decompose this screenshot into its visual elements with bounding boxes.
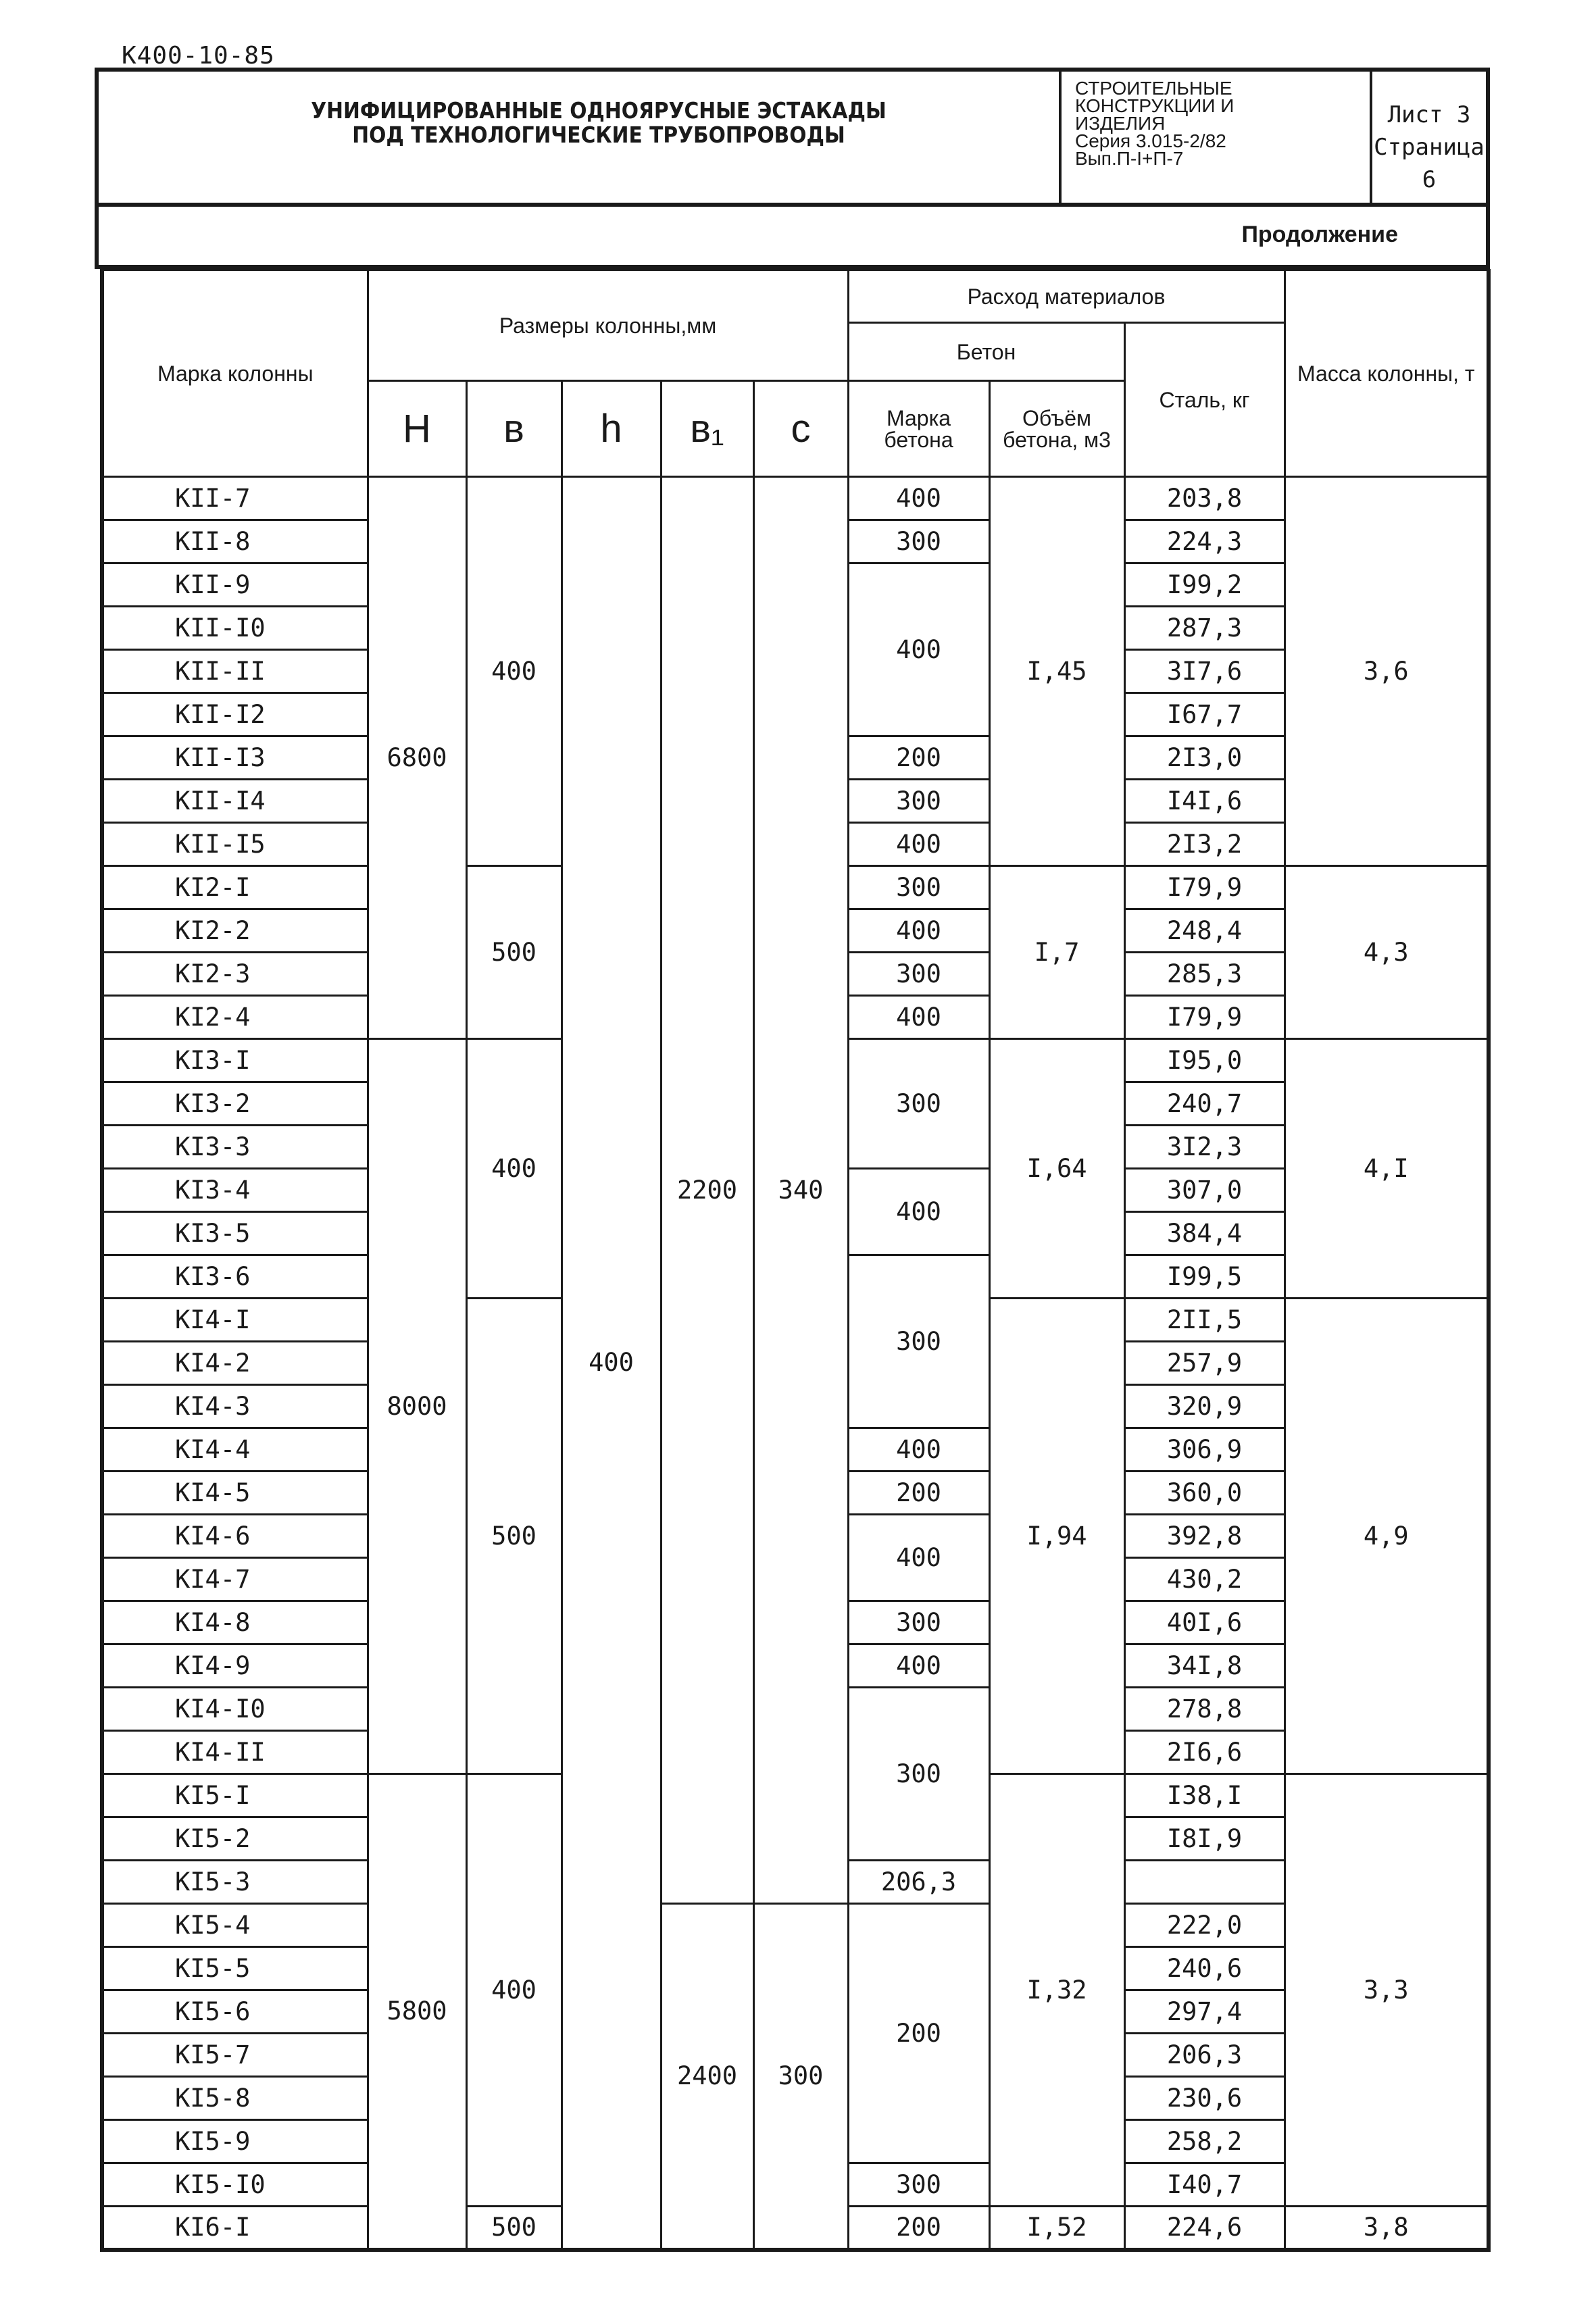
- row-mark: KI4-5: [102, 1472, 368, 1515]
- header-H: H: [368, 381, 466, 477]
- page-number: Страница 6: [1374, 134, 1485, 193]
- series-line: КОНСТРУКЦИИ И: [1075, 95, 1235, 116]
- series-line: Серия 3.015-2/82: [1075, 130, 1226, 151]
- steel-cell: 34I,8: [1124, 1644, 1285, 1688]
- concrete-volume-cell: I,94: [989, 1299, 1124, 1774]
- steel-cell: 384,4: [1124, 1212, 1285, 1255]
- steel-cell: I79,9: [1124, 996, 1285, 1039]
- concrete-grade-cell: 200: [848, 1904, 989, 2163]
- row-mark: KI5-5: [102, 1947, 368, 1990]
- concrete-volume-cell: I,32: [989, 1774, 1124, 2207]
- h-value-cell: 6800: [368, 477, 466, 1039]
- concrete-grade-cell: 400: [848, 477, 989, 520]
- concrete-grade-cell: 300: [848, 953, 989, 996]
- mass-cell: 3,8: [1285, 2207, 1489, 2250]
- row-mark: KII-8: [102, 520, 368, 563]
- title-stamp: [95, 68, 1490, 207]
- mass-cell: 3,3: [1285, 1774, 1489, 2207]
- c-value-cell: 340: [753, 477, 848, 1904]
- row-mark: KI4-6: [102, 1515, 368, 1558]
- row-mark: KII-I0: [102, 607, 368, 650]
- header-mass: Масса колонны, т: [1285, 270, 1489, 477]
- row-mark: KI3-6: [102, 1255, 368, 1299]
- concrete-grade-cell: 400: [848, 1644, 989, 1688]
- row-mark: KI4-9: [102, 1644, 368, 1688]
- mass-cell: 3,6: [1285, 477, 1489, 866]
- concrete-volume-cell: I,64: [989, 1039, 1124, 1299]
- stamp-sheet-cell: [1372, 72, 1486, 203]
- row-mark: KI3-3: [102, 1126, 368, 1169]
- steel-cell: 248,4: [1124, 909, 1285, 953]
- steel-cell: 297,4: [1124, 1990, 1285, 2034]
- c-value-cell: 300: [753, 1904, 848, 2250]
- row-mark: KI5-6: [102, 1990, 368, 2034]
- concrete-grade-cell: 300: [848, 520, 989, 563]
- concrete-grade-cell: 400: [848, 823, 989, 866]
- steel-cell: 258,2: [1124, 2120, 1285, 2163]
- concrete-grade-cell: 400: [848, 1428, 989, 1472]
- row-mark: KI4-II: [102, 1731, 368, 1774]
- concrete-grade-cell: 400: [848, 1169, 989, 1255]
- steel-cell: I95,0: [1124, 1039, 1285, 1082]
- row-mark: KI2-2: [102, 909, 368, 953]
- stamp-title-line: ПОД ТЕХНОЛОГИЧЕСКИЕ ТРУБОПРОВОДЫ: [352, 122, 845, 148]
- row-mark: KI4-I: [102, 1299, 368, 1342]
- steel-cell: 2II,5: [1124, 1299, 1285, 1342]
- row-mark: KI5-2: [102, 1817, 368, 1861]
- row-mark: KI5-3: [102, 1861, 368, 1904]
- row-mark: KI5-9: [102, 2120, 368, 2163]
- concrete-grade-cell: 200: [848, 1472, 989, 1515]
- concrete-grade-cell: 200: [848, 2207, 989, 2250]
- series-line: Вып.П-I+П-7: [1075, 148, 1184, 169]
- b1-value-cell: 2400: [661, 1904, 753, 2250]
- concrete-grade-cell: 300: [848, 866, 989, 909]
- sheet-number: Лист 3: [1387, 101, 1471, 128]
- steel-cell: 203,8: [1124, 477, 1285, 520]
- row-mark: KII-I5: [102, 823, 368, 866]
- b1-value-cell: 2200: [661, 477, 753, 1904]
- row-mark: KI5-I0: [102, 2163, 368, 2207]
- steel-cell: 240,6: [1124, 1947, 1285, 1990]
- continuation-band: [95, 207, 1490, 269]
- header-concrete-volume: Объём бетона, м3: [989, 381, 1124, 477]
- steel-cell: 2I3,2: [1124, 823, 1285, 866]
- stamp-title-cell: [99, 72, 1062, 203]
- series-line: СТРОИТЕЛЬНЫЕ: [1075, 78, 1232, 99]
- b-value-cell: 500: [466, 866, 562, 1039]
- steel-cell: I4I,6: [1124, 780, 1285, 823]
- row-mark: KI5-7: [102, 2034, 368, 2077]
- steel-cell: 206,3: [848, 1861, 989, 1904]
- header-c: c: [753, 381, 848, 477]
- steel-cell: I99,5: [1124, 1255, 1285, 1299]
- steel-cell: 257,9: [1124, 1342, 1285, 1385]
- row-mark: KII-I3: [102, 736, 368, 780]
- steel-cell: I40,7: [1124, 2163, 1285, 2207]
- steel-cell: 430,2: [1124, 1558, 1285, 1601]
- steel-cell: 392,8: [1124, 1515, 1285, 1558]
- steel-cell: 224,6: [1124, 2207, 1285, 2250]
- steel-cell: 222,0: [1124, 1904, 1285, 1947]
- header-materials: Расход материалов: [848, 270, 1285, 323]
- row-mark: KI2-I: [102, 866, 368, 909]
- concrete-volume-cell: I,45: [989, 477, 1124, 866]
- b-value-cell: 400: [466, 1039, 562, 1299]
- concrete-grade-cell: 300: [848, 1039, 989, 1169]
- header-dimensions: Размеры колонны,мм: [368, 270, 848, 381]
- stamp-title-line: УНИФИЦИРОВАННЫЕ ОДНОЯРУСНЫЕ ЭСТАКАДЫ: [311, 97, 887, 124]
- row-mark: KI2-3: [102, 953, 368, 996]
- mass-cell: 4,3: [1285, 866, 1489, 1039]
- row-mark: KI5-4: [102, 1904, 368, 1947]
- steel-cell: I99,2: [1124, 563, 1285, 607]
- concrete-grade-cell: 400: [848, 563, 989, 736]
- row-mark: KI6-I: [102, 2207, 368, 2250]
- document-code: К400-10-85: [122, 42, 275, 70]
- steel-cell: 3I7,6: [1124, 650, 1285, 693]
- concrete-grade-cell: 400: [848, 1515, 989, 1601]
- concrete-grade-cell: 300: [848, 780, 989, 823]
- row-mark: KI5-8: [102, 2077, 368, 2120]
- steel-cell: 206,3: [1124, 2034, 1285, 2077]
- row-mark: KI4-I0: [102, 1688, 368, 1731]
- row-mark: KII-I4: [102, 780, 368, 823]
- concrete-grade-cell: 300: [848, 1255, 989, 1428]
- b-value-cell: 500: [466, 2207, 562, 2250]
- row-mark: KI3-I: [102, 1039, 368, 1082]
- b-value-cell: 400: [466, 1774, 562, 2207]
- steel-cell: 287,3: [1124, 607, 1285, 650]
- steel-cell: I79,9: [1124, 866, 1285, 909]
- header-mark: Марка колонны: [102, 270, 368, 477]
- sheet-block: [1372, 99, 1486, 196]
- steel-cell: 230,6: [1124, 2077, 1285, 2120]
- steel-cell: 306,9: [1124, 1428, 1285, 1472]
- header-h: h: [562, 381, 661, 477]
- row-mark: KII-I2: [102, 693, 368, 736]
- header-concrete: Бетон: [848, 323, 1124, 381]
- steel-cell: 278,8: [1124, 1688, 1285, 1731]
- steel-cell: 3I2,3: [1124, 1126, 1285, 1169]
- header-concrete-grade: Марка бетона: [848, 381, 989, 477]
- steel-cell: 285,3: [1124, 953, 1285, 996]
- stamp-title: [227, 99, 970, 147]
- row-mark: KI5-I: [102, 1774, 368, 1817]
- b-value-cell: 400: [466, 477, 562, 866]
- steel-cell: 40I,6: [1124, 1601, 1285, 1644]
- steel-cell: 320,9: [1124, 1385, 1285, 1428]
- concrete-volume-cell: I,52: [989, 2207, 1124, 2250]
- concrete-grade-cell: 400: [848, 996, 989, 1039]
- steel-cell: I67,7: [1124, 693, 1285, 736]
- continuation-label: Продолжение: [1241, 222, 1398, 247]
- section-h-cell: 400: [562, 477, 661, 2250]
- header-b: в: [466, 381, 562, 477]
- concrete-volume-cell: I,7: [989, 866, 1124, 1039]
- steel-cell: 2I6,6: [1124, 1731, 1285, 1774]
- steel-cell: 307,0: [1124, 1169, 1285, 1212]
- steel-cell: 224,3: [1124, 520, 1285, 563]
- row-mark: KI3-5: [102, 1212, 368, 1255]
- concrete-grade-cell: 400: [848, 909, 989, 953]
- row-mark: KI4-2: [102, 1342, 368, 1385]
- steel-cell: 2I3,0: [1124, 736, 1285, 780]
- row-mark: KI3-4: [102, 1169, 368, 1212]
- series-block: [1075, 80, 1359, 168]
- header-b1: в₁: [661, 381, 753, 477]
- concrete-grade-cell: 300: [848, 1601, 989, 1644]
- row-mark: KI4-7: [102, 1558, 368, 1601]
- row-mark: KI4-3: [102, 1385, 368, 1428]
- steel-cell: 360,0: [1124, 1472, 1285, 1515]
- steel-cell: I38,I: [1124, 1774, 1285, 1817]
- concrete-grade-cell: 200: [848, 736, 989, 780]
- row-mark: KII-II: [102, 650, 368, 693]
- h-value-cell: 8000: [368, 1039, 466, 1774]
- row-mark: KII-7: [102, 477, 368, 520]
- h-value-cell: 5800: [368, 1774, 466, 2250]
- header-steel: Сталь, кг: [1124, 323, 1285, 477]
- steel-cell: 240,7: [1124, 1082, 1285, 1126]
- mass-cell: 4,9: [1285, 1299, 1489, 1774]
- concrete-grade-cell: 300: [848, 1688, 989, 1861]
- columns-table: [100, 269, 1491, 2252]
- mass-cell: 4,I: [1285, 1039, 1489, 1299]
- row-mark: KI4-8: [102, 1601, 368, 1644]
- series-line: ИЗДЕЛИЯ: [1075, 113, 1166, 134]
- b-value-cell: 500: [466, 1299, 562, 1774]
- stamp-series-cell: [1062, 72, 1372, 203]
- row-mark: KI3-2: [102, 1082, 368, 1126]
- row-mark: KI4-4: [102, 1428, 368, 1472]
- concrete-grade-cell: 300: [848, 2163, 989, 2207]
- row-mark: KI2-4: [102, 996, 368, 1039]
- steel-cell: I8I,9: [1124, 1817, 1285, 1861]
- row-mark: KII-9: [102, 563, 368, 607]
